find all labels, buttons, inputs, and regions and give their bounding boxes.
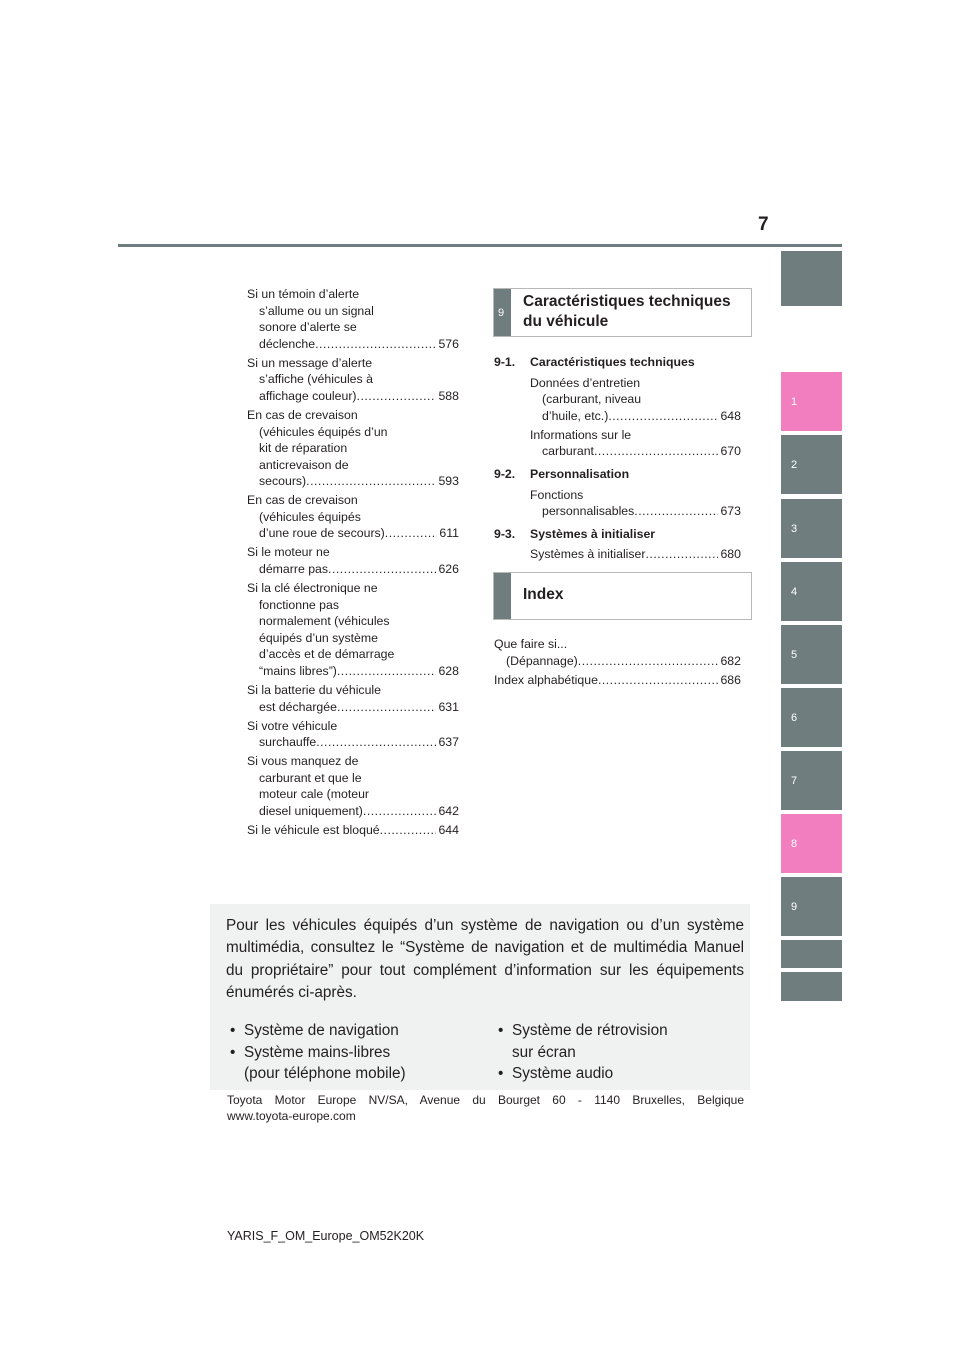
toc-entry-last-line: [530, 546, 741, 563]
toc-entry-text: démarre pas: [259, 562, 329, 577]
dot-leader: [594, 443, 719, 460]
toc-entry-line: Si votre véhicule: [247, 718, 338, 733]
section-number-bar: [494, 289, 511, 336]
toc-entry-last-line: [530, 443, 741, 460]
toc-entry-text: Si le véhicule est bloqué: [247, 822, 380, 837]
section-9-title: [523, 292, 745, 332]
toc-entry[interactable]: [247, 753, 459, 819]
dot-leader: [357, 388, 437, 405]
toc-entry[interactable]: [530, 375, 741, 425]
toc-entry-last-line: [247, 663, 459, 680]
toc-entry[interactable]: [247, 682, 459, 715]
toc-entry-line: Si un témoin d’alerte: [247, 287, 360, 301]
toc-entry-line: s’allume ou un signal: [259, 303, 374, 318]
section-9-header[interactable]: [493, 288, 752, 337]
toc-entry[interactable]: [530, 546, 741, 563]
header-rule: [118, 244, 842, 247]
toc-entry-last-line: [530, 503, 741, 520]
toc-left-column: [247, 286, 459, 841]
toc-entry[interactable]: [247, 286, 459, 352]
chapter-tab-9[interactable]: [781, 877, 842, 936]
index-entries: [494, 636, 741, 691]
section-title-line: du véhicule: [523, 313, 609, 330]
document-footer: YARIS_F_OM_Europe_OM52K20K: [227, 1229, 425, 1243]
subsection-number: 9-2.: [494, 466, 516, 481]
toc-entry[interactable]: [530, 427, 741, 460]
dot-leader: [306, 473, 436, 490]
page-ref: 588: [438, 388, 459, 403]
toc-entry[interactable]: [247, 580, 459, 680]
dot-leader: [598, 672, 719, 689]
toc-entry-line: Données d’entretien: [530, 375, 641, 390]
toc-entry-text: diesel uniquement): [259, 803, 363, 818]
toc-entry[interactable]: [247, 718, 459, 751]
bullets-right: [496, 1020, 668, 1085]
toc-entry[interactable]: [247, 355, 459, 405]
toc-entry-line: équipés d’un système: [259, 630, 378, 645]
chapter-tab-1[interactable]: [781, 372, 842, 431]
toc-entry-line: (véhicules équipés: [259, 509, 361, 524]
dot-leader: [634, 503, 718, 520]
toc-entry-line: moteur cale (moteur: [259, 787, 370, 802]
chapter-tab-label: 8: [791, 837, 798, 850]
toc-entry-text: Index alphabétique: [494, 672, 598, 687]
toc-right-column: [494, 354, 741, 569]
dot-leader: [385, 525, 438, 542]
toc-entry-text: personnalisables: [542, 504, 635, 519]
page-ref: 680: [720, 547, 741, 562]
chapter-tab-label: 4: [791, 585, 798, 598]
toc-entry[interactable]: [247, 492, 459, 542]
section-title-line: Caractéristiques techniques: [523, 293, 731, 310]
toc-entry-text: d’huile, etc.): [542, 408, 609, 423]
company-website[interactable]: www.toyota-europe.com: [227, 1109, 356, 1123]
toc-entry-line: (carburant, niveau: [542, 392, 642, 407]
chapter-tab-7[interactable]: [781, 751, 842, 810]
chapter-tab-6[interactable]: [781, 688, 842, 747]
toc-entry-line: (véhicules équipés d’un: [259, 424, 388, 439]
toc-entry-last-line: [494, 653, 741, 670]
subsection-heading[interactable]: [494, 526, 741, 543]
toc-entry-last-line: [530, 408, 741, 425]
bullet-item: • Système audio: [496, 1063, 668, 1085]
toc-entry[interactable]: [494, 672, 741, 689]
page-number: 7: [758, 214, 769, 235]
dot-leader: [315, 336, 436, 353]
toc-entry-line: s’affiche (véhicules à: [259, 372, 373, 387]
toc-entry-line: Fonctions: [530, 487, 584, 502]
toc-entry-text: affichage couleur): [259, 388, 357, 403]
chapter-tab-label: 7: [791, 774, 798, 787]
subsection-title: Caractéristiques techniques: [530, 355, 695, 369]
toc-entry[interactable]: [247, 822, 459, 839]
page-ref: 637: [438, 735, 459, 750]
subsection-title: Systèmes à initialiser: [530, 526, 656, 541]
bullet-item: • Système mains-libres: [228, 1042, 406, 1064]
subsection-title: Personnalisation: [530, 466, 630, 481]
page-ref: 644: [438, 822, 459, 837]
toc-entry-line: sonore d’alerte se: [259, 320, 357, 335]
toc-entry-text: secours): [259, 474, 307, 489]
page-ref: 673: [720, 504, 741, 519]
dot-leader: [316, 734, 436, 751]
page-ref: 686: [720, 672, 741, 687]
info-box: [210, 904, 750, 1090]
bullet-item-continuation: sur écran: [512, 1043, 576, 1061]
chapter-tab-blank[interactable]: [781, 251, 842, 306]
toc-entry-last-line: [247, 803, 459, 820]
toc-entry-last-line: [247, 473, 459, 490]
subsection-number: 9-3.: [494, 526, 516, 541]
index-section-header[interactable]: [493, 572, 752, 620]
toc-entry-last-line: [494, 672, 741, 689]
info-text: Pour les véhicules équipés d’un système de navigation ou d’un système multimédia, consultez le “Système de navigation et de multimédia Manuel du propriétaire” pour tout complément d’information sur les équipements énumérés ci-après.: [226, 917, 744, 1002]
toc-entry-last-line: [247, 336, 459, 353]
chapter-tab-blank[interactable]: [781, 940, 842, 968]
page-ref: 642: [438, 803, 459, 818]
chapter-tab-label: 5: [791, 648, 798, 661]
index-title: Index: [523, 586, 564, 603]
toc-entry-text: surchauffe: [259, 735, 317, 750]
page-ref: 593: [438, 474, 459, 489]
section-number: 9: [498, 306, 505, 319]
toc-entry-last-line: [247, 699, 459, 716]
toc-entry-text: est déchargée: [259, 699, 337, 714]
toc-entry-text: déclenche: [259, 336, 316, 351]
toc-entry-text: Systèmes à initialiser: [530, 547, 646, 562]
toc-entry-text: d’une roue de secours): [259, 526, 385, 541]
toc-entry-line: Si un message d’alerte: [247, 355, 373, 370]
toc-entry-last-line: [247, 822, 459, 839]
toc-entry-line: carburant et que le: [259, 770, 362, 785]
subsection-heading[interactable]: [494, 466, 741, 483]
chapter-tab-blank[interactable]: [781, 972, 842, 1001]
chapter-tab-label: 1: [791, 395, 798, 408]
dot-leader: [380, 822, 437, 839]
dot-leader: [337, 663, 437, 680]
index-bar: [494, 573, 511, 619]
subsection-entries: [494, 375, 741, 460]
page-ref: 626: [438, 562, 459, 577]
toc-entry[interactable]: [247, 544, 459, 577]
chapter-tab-4[interactable]: [781, 562, 842, 621]
dot-leader: [646, 546, 719, 563]
dot-leader: [608, 408, 718, 425]
toc-entry-line: Que faire si...: [494, 637, 568, 651]
bullet-item: • Système de rétrovision: [496, 1020, 668, 1042]
chapter-tab-2[interactable]: [781, 435, 842, 494]
dot-leader: [363, 803, 437, 820]
page-ref: 631: [438, 699, 459, 714]
toc-entry-line: Si le moteur ne: [247, 545, 330, 560]
toc-entry-line: Si la clé électronique ne: [247, 581, 378, 596]
page-ref: 611: [439, 526, 459, 541]
toc-entry-line: Si vous manquez de: [247, 754, 359, 769]
toc-entry-line: fonctionne pas: [259, 597, 339, 612]
toc-entry-last-line: [247, 388, 459, 405]
chapter-tab-8[interactable]: [781, 814, 842, 873]
chapter-tab-label: 2: [791, 458, 798, 471]
toc-entry[interactable]: [247, 407, 459, 490]
subsection-entries: [494, 487, 741, 520]
toc-entry-last-line: [247, 561, 459, 578]
toc-entry-line: d’accès et de démarrage: [259, 647, 395, 662]
bullets-left: [228, 1020, 406, 1085]
bullet-item-continuation: (pour téléphone mobile): [244, 1065, 406, 1082]
chapter-tab-label: 3: [791, 522, 798, 535]
company-address: Toyota Motor Europe NV/SA, Avenue du Bourget 60 - 1140 Bruxelles, Belgique: [227, 1093, 744, 1107]
dot-leader: [328, 561, 436, 578]
toc-entry-line: Informations sur le: [530, 427, 632, 442]
toc-entry-line: normalement (véhicules: [259, 614, 390, 629]
chapter-tab-5[interactable]: [781, 625, 842, 684]
chapter-tab-label: 9: [791, 900, 798, 913]
toc-entry-line: Si la batterie du véhicule: [247, 683, 381, 697]
subsection-number: 9-1.: [494, 355, 516, 369]
page-ref: 682: [720, 653, 741, 668]
toc-entry-line: kit de réparation: [259, 441, 348, 456]
chapter-tab-3[interactable]: [781, 499, 842, 558]
toc-entry-line: En cas de crevaison: [247, 493, 358, 508]
dot-leader: [337, 699, 437, 716]
toc-entry[interactable]: [530, 487, 741, 520]
toc-entry-last-line: [247, 734, 459, 751]
toc-entry-line: En cas de crevaison: [247, 407, 358, 422]
bullet-item: • Système de navigation: [228, 1020, 406, 1042]
toc-entry-line: anticrevaison de: [259, 457, 349, 472]
page-ref: 628: [438, 664, 459, 679]
page-ref: 576: [438, 336, 459, 351]
toc-entry-text: carburant: [542, 444, 594, 459]
page-ref: 648: [720, 408, 741, 423]
dot-leader: [578, 653, 719, 670]
toc-entry-last-line: [247, 525, 459, 542]
toc-entry-text: (Dépannage): [506, 653, 578, 668]
subsection-heading[interactable]: [494, 354, 741, 371]
toc-entry-text: “mains libres”): [259, 664, 337, 679]
page-ref: 670: [720, 444, 741, 459]
subsection-entries: [494, 546, 741, 563]
toc-entry[interactable]: [494, 636, 741, 669]
chapter-tab-label: 6: [791, 711, 798, 724]
